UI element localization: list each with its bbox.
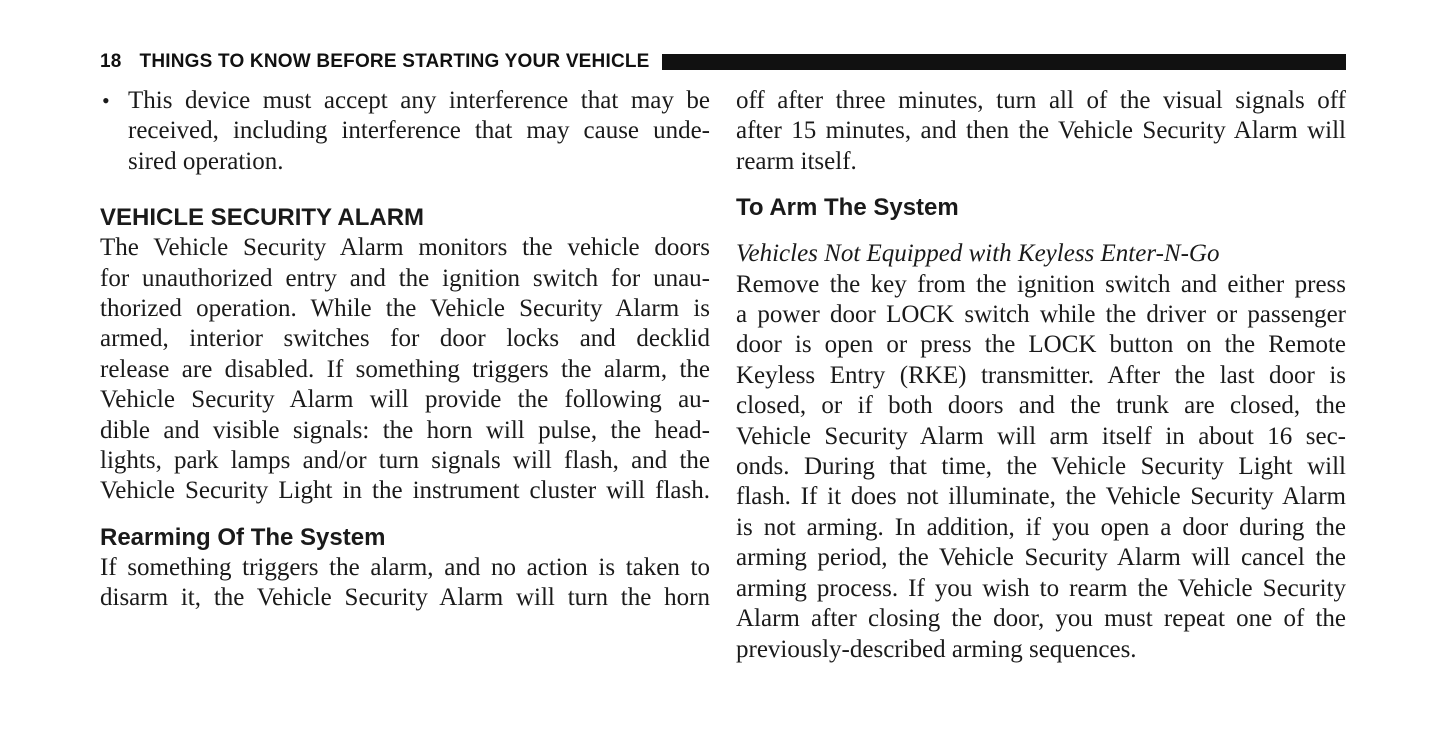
- text-line: a power door LOCK switch while the driver or passenger: [736, 301, 1346, 329]
- text-line: for unauthorized entry and the ignition switch for unau-: [100, 264, 710, 292]
- continued-paragraph: [736, 86, 1346, 177]
- text-line: is not arming. In addition, if you open a door during the: [736, 513, 1346, 541]
- text-line: Keyless Entry (RKE) transmitter. After the last door is: [736, 361, 1346, 389]
- text-line: Remove the key from the ignition switch and either press: [736, 270, 1346, 298]
- text-line: armed, interior switches for door locks and decklid: [100, 325, 710, 353]
- text-line: door is open or press the LOCK button on the Remote: [736, 331, 1346, 359]
- page-header: [100, 50, 1346, 74]
- header-rule: [662, 54, 1346, 70]
- text-line: previously-described arming sequences.: [736, 635, 1137, 663]
- page-number: 18: [100, 51, 122, 72]
- left-column: [100, 86, 710, 614]
- text-line: received, including interference that may cause unde-: [128, 117, 710, 145]
- text-line: off after three minutes, turn all of the visual signals off: [736, 87, 1346, 114]
- text-line: arming period, the Vehicle Security Alarm will cancel the: [736, 544, 1346, 572]
- text-line: dible and visible signals: the horn will pulse, the head-: [100, 416, 710, 444]
- text-line: onds. During that time, the Vehicle Security Light will: [736, 453, 1346, 481]
- text-line: Vehicle Security Light in the instrument cluster will flash.: [100, 477, 710, 505]
- text-line: release are disabled. If something triggers the alarm, the: [100, 355, 710, 383]
- subsection-heading: Rearming Of The System: [100, 523, 386, 551]
- text-line: This device must accept any interference that may be: [128, 87, 710, 114]
- running-title: THINGS TO KNOW BEFORE STARTING YOUR VEHICLE: [139, 51, 650, 72]
- header-text: [100, 51, 650, 73]
- text-line: Vehicle Security Alarm will provide the following au-: [100, 386, 710, 414]
- text-line: lights, park lamps and/or turn signals will flash, and the: [100, 447, 710, 475]
- text-line: closed, or if both doors and the trunk are closed, the: [736, 392, 1346, 420]
- text-line: sired operation.: [128, 147, 284, 175]
- text-line: The Vehicle Security Alarm monitors the vehicle doors: [100, 234, 710, 262]
- right-column: [736, 86, 1346, 665]
- bullet-item: [100, 86, 710, 177]
- text-line: thorized operation. While the Vehicle Security Alarm is: [100, 295, 710, 323]
- section-heading: VEHICLE SECURITY ALARM: [100, 204, 425, 232]
- text-line: disarm it, the Vehicle Security Alarm will turn the horn: [100, 584, 710, 612]
- text-line: flash. If it does not illuminate, the Vehicle Security Alarm: [736, 483, 1346, 511]
- text-line: Alarm after closing the door, you must repeat one of the: [736, 605, 1346, 633]
- arm-paragraph: [736, 270, 1346, 665]
- subsection-heading: To Arm The System: [736, 194, 959, 222]
- text-line: arming process. If you wish to rearm the Vehicle Security: [736, 574, 1346, 602]
- text-line: rearm itself.: [736, 147, 857, 175]
- rearm-paragraph: [100, 553, 710, 614]
- bullet-dot-icon: •: [102, 88, 110, 113]
- section-paragraph: [100, 233, 710, 507]
- text-line: Vehicle Security Alarm will arm itself in about 16 sec-: [736, 422, 1346, 450]
- text-line: If something triggers the alarm, and no action is taken to: [100, 553, 710, 581]
- italic-heading: Vehicles Not Equipped with Keyless Enter-N-Go: [736, 240, 1220, 268]
- text-line: after 15 minutes, and then the Vehicle Security Alarm will: [736, 117, 1346, 145]
